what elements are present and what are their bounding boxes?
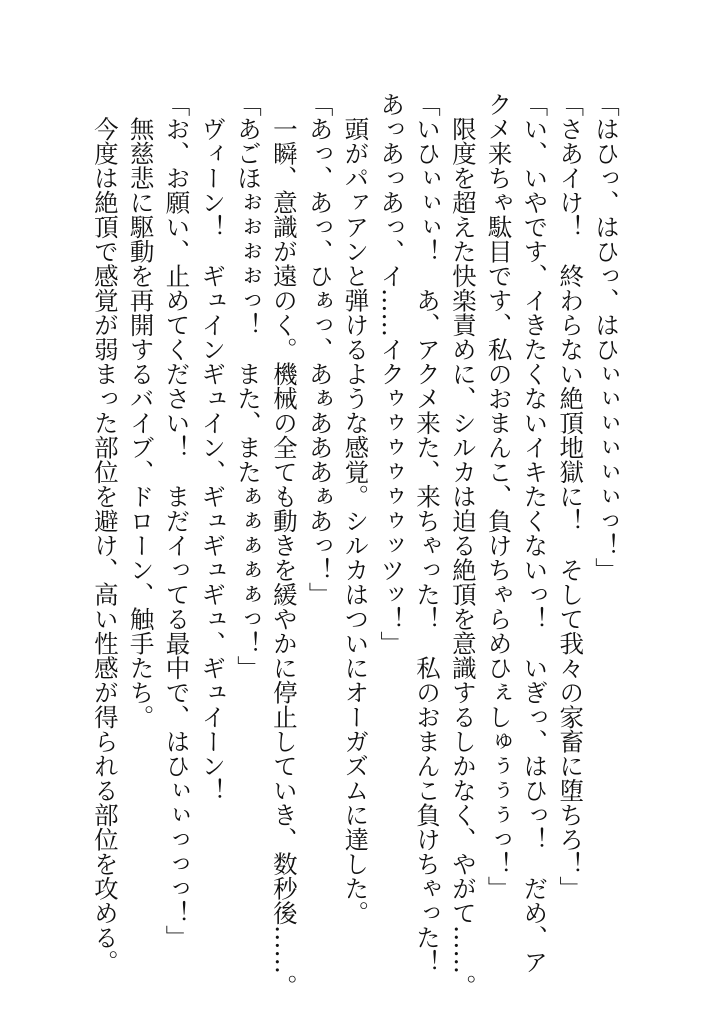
text-line: 「お、お願い、止めてください！ まだイってる最中で、はひぃぃっっっ！」 (162, 92, 192, 950)
text-line: ヴィーン！ ギュインギュイン、ギュギュギュ、ギュイーン！ (198, 92, 228, 803)
text-line: クメ来ちゃ駄目です、私のおまんこ、負けちゃらめひぇしゅぅぅぅっ！」 (484, 92, 514, 901)
text-line: 「いひぃぃぃ！ あ、アクメ来た、来ちゃった！ 私のおまんこ負けちゃった！ (413, 92, 443, 974)
text-line: 限度を超えた快楽責めに、シルカは迫る絶頂を意識するしかなく、やがて……。 (448, 92, 478, 999)
text-line: 「あっ、あっ、ひぁっ、あぁあああぁあっ！」 (305, 92, 335, 607)
vertical-text-body (87, 92, 624, 999)
text-line: 「い、いやです、イきたくないイキたくないっ！ いぎっ、はひっ！ だめ、ア (520, 92, 550, 974)
text-line: 一瞬、意識が遠のく。機械の全ても動きを緩やかに停止していき、数秒後……。 (269, 92, 299, 999)
text-line: 頭がパァアンと弾けるような感覚。シルカはついにオーガズムに達した。 (341, 92, 371, 925)
text-line: 今度は絶頂で感覚が弱まった部位を避け、高い性感が得られる部位を攻める。 (90, 92, 120, 974)
text-line: あっあっあっ、イ……イクゥゥゥゥゥゥッツッ！」 (377, 92, 407, 656)
text-line: 「さあイけ！ 終わらない絶頂地獄に！ そして我々の家畜に堕ちろ！」 (556, 92, 586, 901)
text-line: 無慈悲に駆動を再開するバイブ、ドローン、触手たち。 (126, 92, 156, 729)
text-line: 「はひっ、はひっ、はひぃぃぃぃぃぃっ！」 (592, 92, 621, 582)
text-line: 「あごほぉぉぉぉっ！ また、またぁぁぁぁぁっ！」 (234, 92, 264, 680)
